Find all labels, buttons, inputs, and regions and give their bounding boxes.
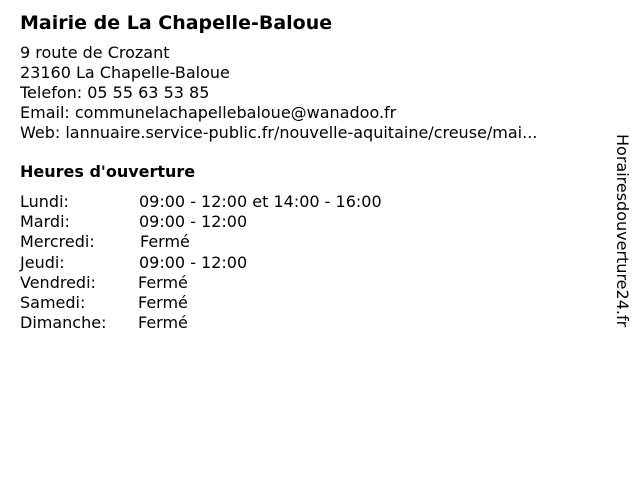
day-label: Samedi: — [20, 293, 86, 313]
day-label: Mercredi: — [20, 232, 95, 252]
day-hours: 09:00 - 12:00 — [139, 252, 248, 272]
day-label: Dimanche: — [20, 313, 107, 333]
hours-row-monday — [20, 192, 600, 212]
website-line: Web: lannuaire.service-public.fr/nouvelle-aquitaine/creuse/mai... — [20, 123, 538, 142]
day-label: Lundi: — [20, 192, 69, 211]
contact-block — [20, 43, 600, 143]
office-title: Mairie de La Chapelle-Baloue — [20, 12, 333, 34]
day-label: Vendredi: — [20, 272, 96, 292]
day-hours: Fermé — [138, 313, 188, 333]
hours-row-tuesday — [20, 212, 600, 232]
day-hours: Fermé — [138, 293, 188, 313]
day-hours: 09:00 - 12:00 et 14:00 - 16:00 — [139, 192, 382, 211]
day-label: Mardi: — [20, 212, 70, 232]
opening-hours-heading: Heures d'ouverture — [20, 162, 196, 181]
site-watermark: Horairesdouverture24.fr — [613, 134, 632, 328]
hours-row-friday — [20, 273, 600, 293]
opening-hours-list — [20, 192, 600, 333]
email-line: Email: communelachapellebaloue@wanadoo.fr — [20, 103, 397, 122]
hours-row-thursday — [20, 253, 600, 273]
phone-line: Telefon: 05 55 63 53 85 — [20, 83, 210, 102]
day-hours: Fermé — [138, 272, 188, 292]
day-hours: 09:00 - 12:00 — [139, 212, 248, 232]
address-city: 23160 La Chapelle-Baloue — [20, 63, 230, 82]
hours-row-wednesday — [20, 232, 600, 252]
office-card — [20, 10, 600, 333]
day-hours: Fermé — [140, 232, 190, 252]
hours-row-sunday — [20, 313, 600, 333]
hours-row-saturday — [20, 293, 600, 313]
address-street: 9 route de Crozant — [20, 43, 170, 62]
day-label: Jeudi: — [20, 252, 65, 272]
